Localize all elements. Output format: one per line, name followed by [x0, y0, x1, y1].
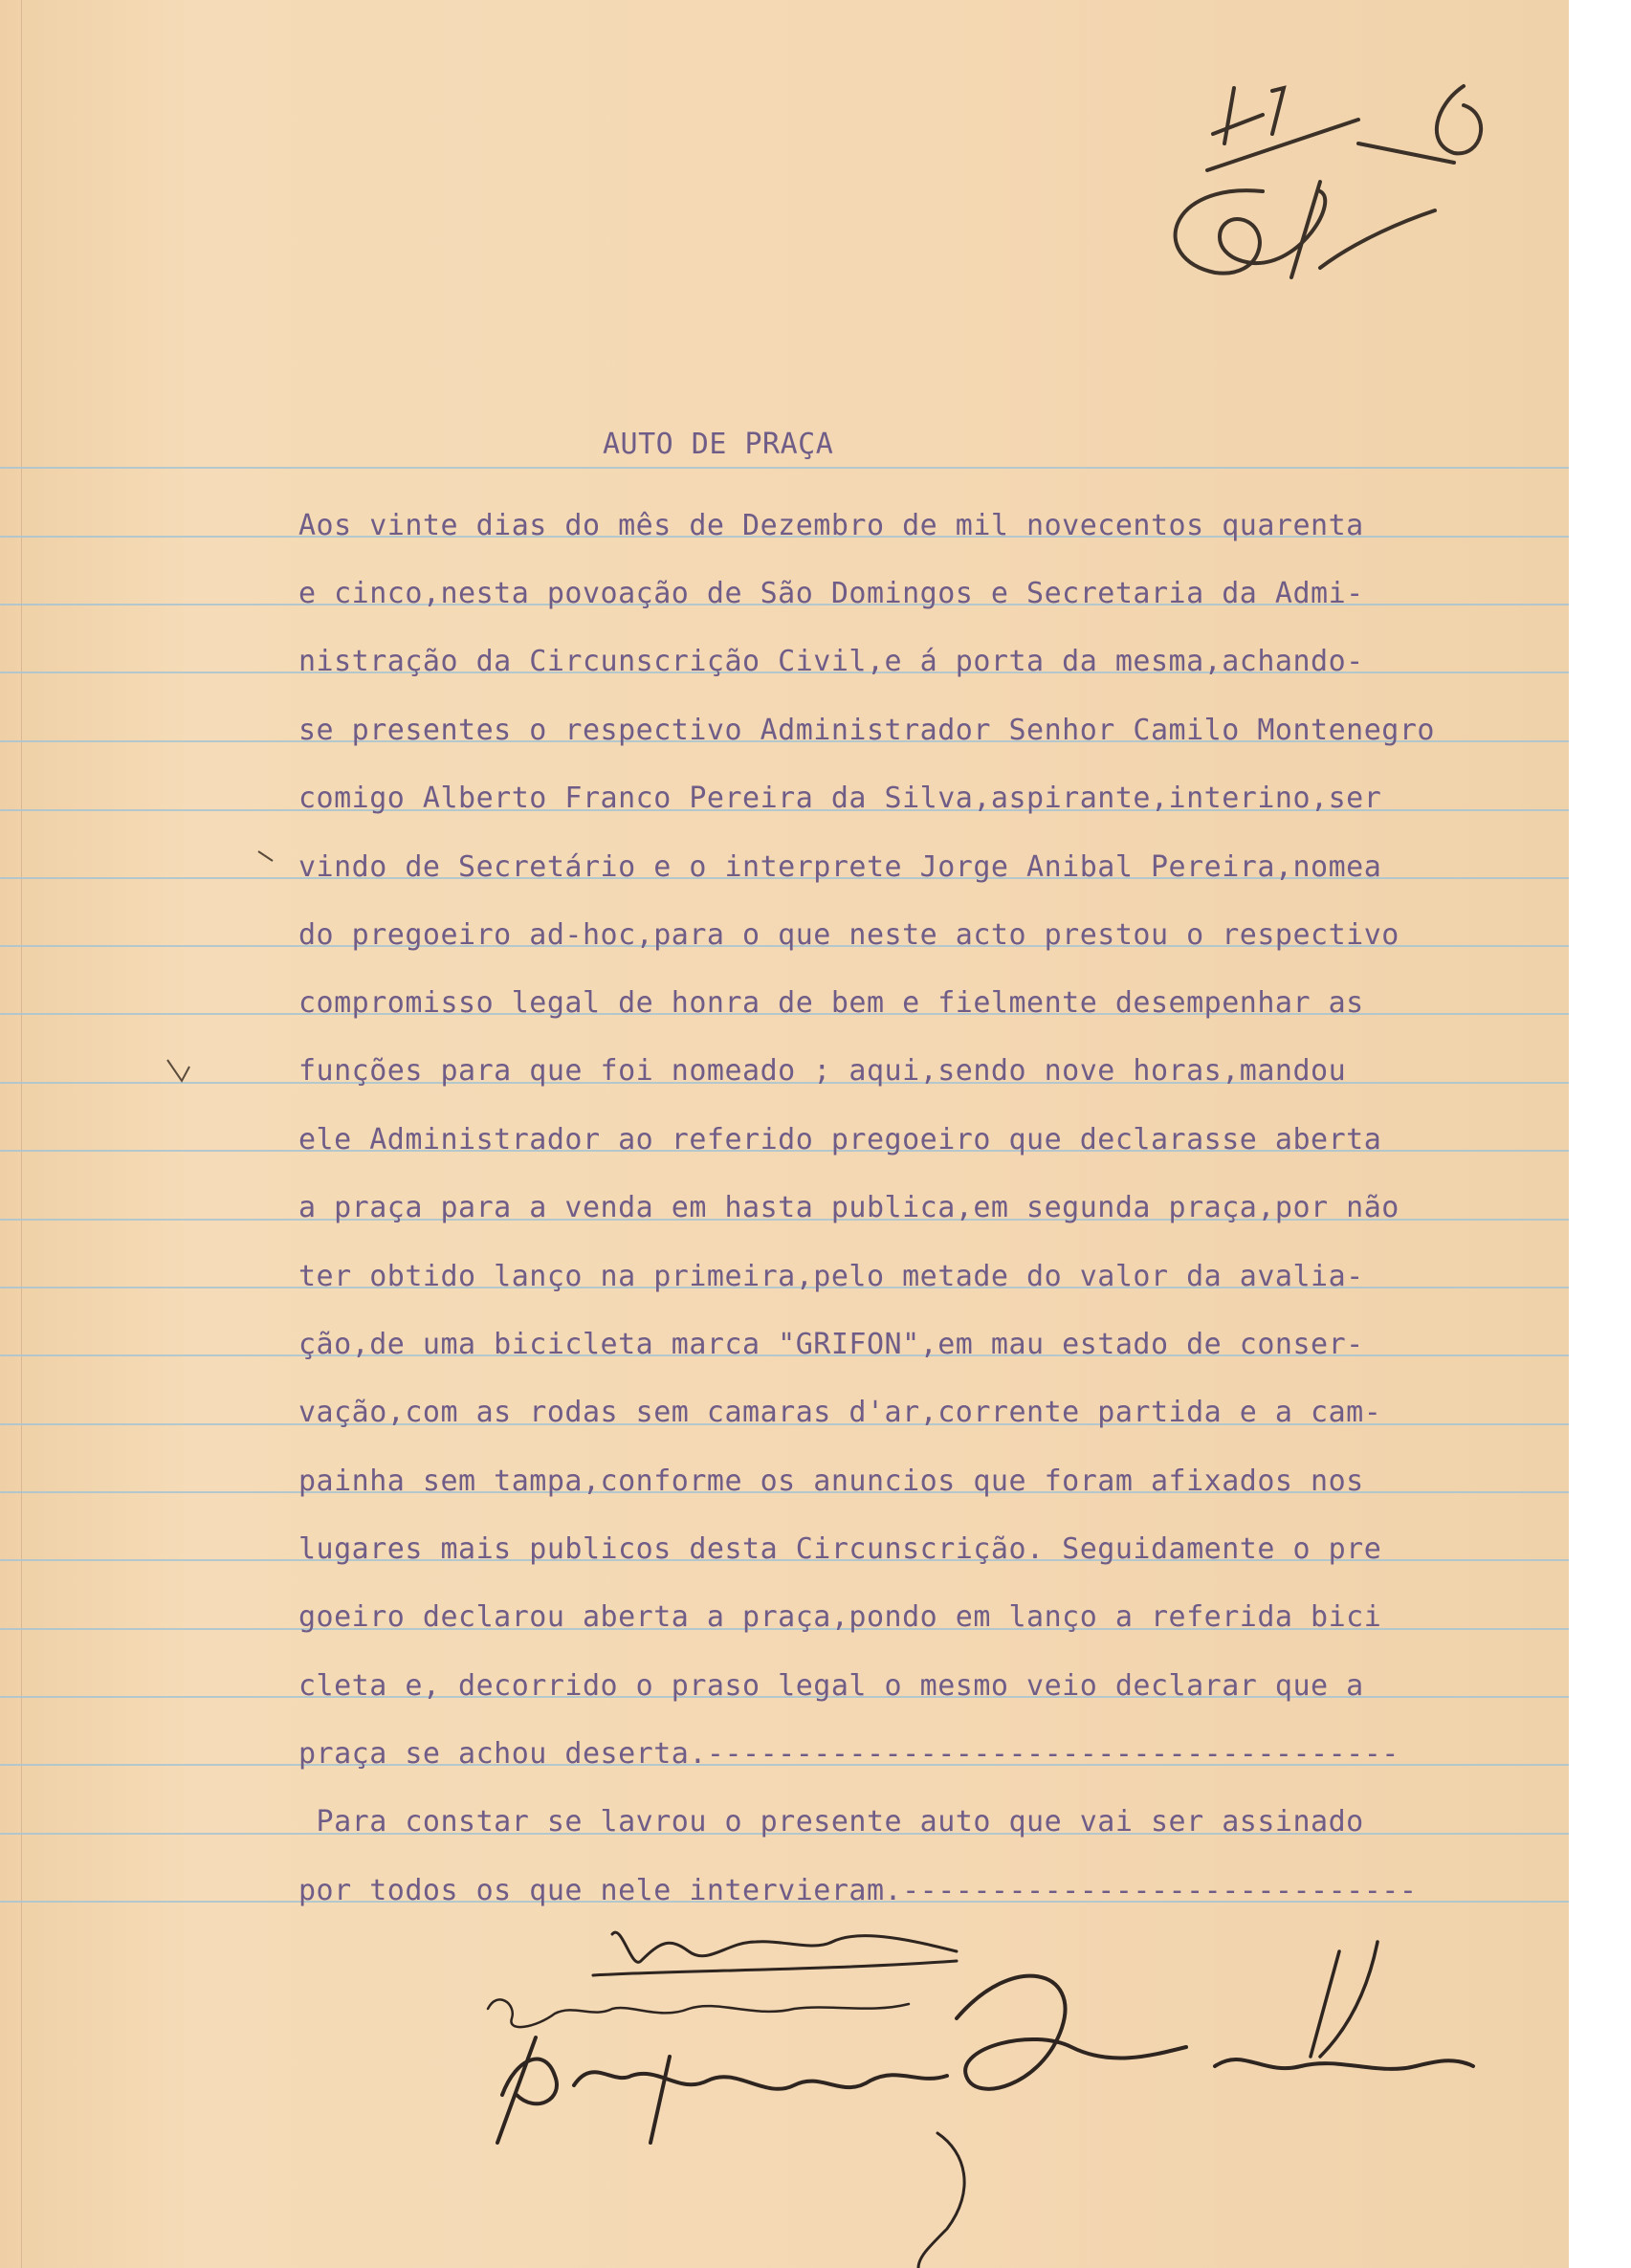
body-line: Aos vinte dias do mês de Dezembro de mil novecentos quarenta [298, 509, 1364, 542]
signature-block [488, 1932, 1473, 2268]
body-line: lugares mais publicos desta Circunscrição. Seguidamente o pre [298, 1532, 1382, 1566]
body-line: vação,com as rodas sem camaras d'ar,corrente partida e a cam- [298, 1396, 1382, 1429]
body-line: vindo de Secretário e o interprete Jorge Anibal Pereira,nomea [298, 850, 1382, 884]
document-title: AUTO DE PRAÇA [603, 428, 834, 461]
body-line: painha sem tampa,conforme os anuncios que foram afixados nos [298, 1464, 1364, 1498]
body-line: a praça para a venda em hasta publica,em segunda praça,por não [298, 1191, 1400, 1224]
body-line: se presentes o respectivo Administrador Senhor Camilo Montenegro [298, 714, 1435, 747]
body-line: por todos os que nele intervieram.----------------------------- [298, 1874, 1418, 1907]
body-line: cleta e, decorrido o praso legal o mesmo veio declarar que a [298, 1669, 1364, 1703]
body-line: nistração da Circunscrição Civil,e á porta da mesma,achando- [298, 645, 1364, 678]
margin-mark [167, 851, 273, 1081]
folio-mark [1176, 86, 1482, 277]
body-line: do pregoeiro ad-hoc,para o que neste acto prestou o respectivo [298, 918, 1400, 952]
body-line: ção,de uma bicicleta marca "GRIFON",em mau estado de conser- [298, 1328, 1364, 1361]
body-line: compromisso legal de honra de bem e fielmente desempenhar as [298, 986, 1364, 1020]
body-line: ter obtido lanço na primeira,pelo metade do valor da avalia- [298, 1260, 1364, 1293]
body-line: e cinco,nesta povoação de São Domingos e Secretaria da Admi- [298, 577, 1364, 610]
body-line: Para constar se lavrou o presente auto que vai ser assinado [298, 1805, 1364, 1839]
body-line: ele Administrador ao referido pregoeiro que declarasse aberta [298, 1123, 1382, 1156]
body-line: praça se achou deserta.--------------------------------------- [298, 1737, 1400, 1771]
body-line: goeiro declarou aberta a praça,pondo em lanço a referida bici [298, 1600, 1382, 1634]
body-line: comigo Alberto Franco Pereira da Silva,aspirante,interino,ser [298, 782, 1382, 815]
body-line: funções para que foi nomeado ; aqui,sendo nove horas,mandou [298, 1054, 1347, 1088]
